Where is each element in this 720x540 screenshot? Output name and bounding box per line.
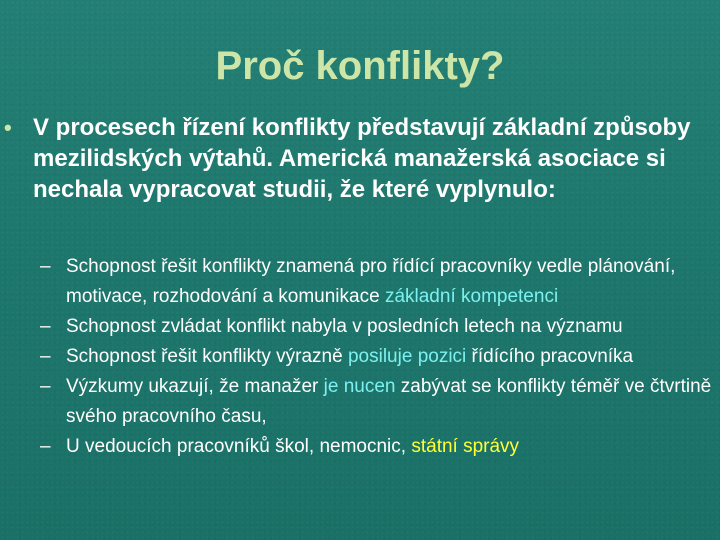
sub-item-text: řídícího pracovníka (466, 346, 634, 367)
sub-bullet-item (40, 342, 716, 372)
sub-bullet-dash: – (40, 376, 51, 397)
main-bullet-text: V procesech řízení konflikty představují základní způsoby mezilidských výtahů. Americká manažerská asociace si nechala vypracovat studii, že které vyplynulo: (33, 114, 691, 203)
sub-bullet-dash: – (40, 436, 51, 457)
sub-item-text: zabývat se konflikty téměř ve čtvrtině svého pracovního času, (66, 376, 712, 427)
highlight-text: státní správy (411, 436, 520, 457)
sub-item-text: Schopnost zvládat konflikt nabyla v posledních letech na významu (66, 316, 623, 337)
sub-bullet-dash: – (40, 316, 51, 337)
sub-bullet-list (40, 252, 716, 462)
highlight-text: posiluje (347, 346, 413, 367)
sub-bullet-item (40, 312, 716, 342)
slide-title: Proč konflikty? (215, 44, 505, 88)
sub-item-text: Výzkumy ukazují, že manažer (66, 376, 324, 397)
main-bullet: • (4, 115, 12, 140)
sub-bullet-item (40, 252, 716, 312)
sub-item-text: Schopnost řešit konflikty výrazně (66, 346, 348, 367)
sub-item-text: Schopnost řešit konflikty znamená pro řídící pracovníky vedle plánování, motivace, rozhodování a komunikace (66, 256, 676, 307)
highlight-text: je nucen (323, 376, 396, 397)
highlight-text: pozici (417, 346, 467, 367)
sub-bullet-item (40, 432, 716, 462)
highlight-text: základní kompetenci (384, 286, 559, 307)
sub-bullet-dash: – (40, 346, 51, 367)
sub-item-text: U vedoucích pracovníků škol, nemocnic, (66, 436, 412, 457)
sub-bullet-dash: – (40, 256, 51, 277)
sub-bullet-item (40, 372, 716, 432)
